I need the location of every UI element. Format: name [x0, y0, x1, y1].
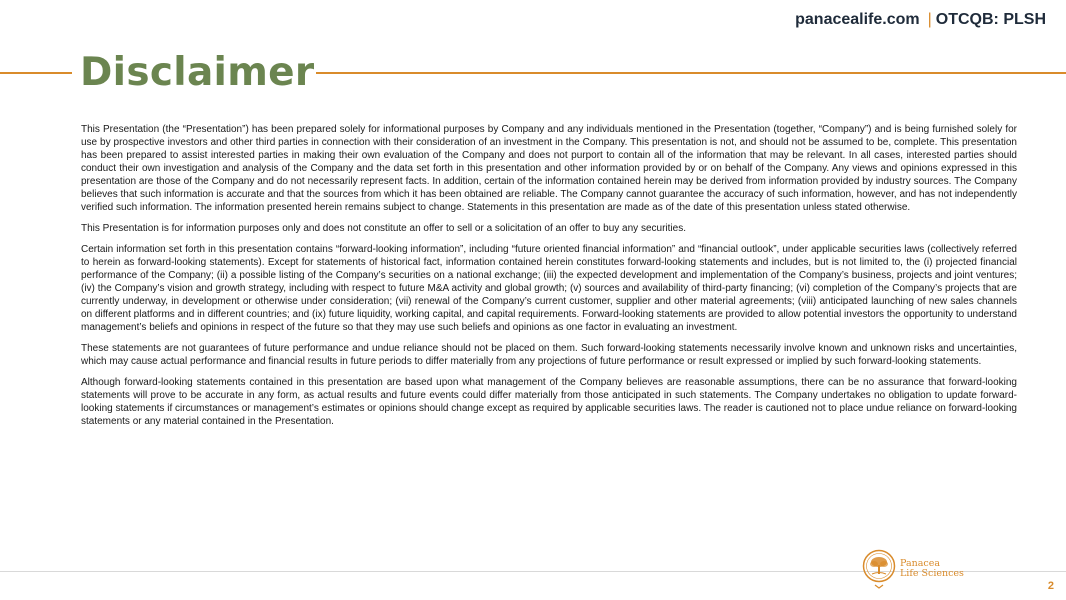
paragraph-2: This Presentation is for information purposes only and does not constitute an offer to sell or a solicitation of an offer to buy any securities. [81, 223, 686, 234]
website-link[interactable]: panacealife.com [795, 11, 920, 28]
page-title: Disclaimer [80, 50, 315, 95]
paragraph-4: These statements are not guarantees of future performance and undue reliance should not be placed on them. Such forward-looking statements necessarily involve known and unknown risks and uncertainties, which may cause actual performance and financial results in future periods to differ materially from any projections of future performance or result expressed or implied by such forward-looking statements. [81, 343, 1017, 367]
logo-wordmark [900, 559, 964, 579]
tree-logo-icon [862, 549, 896, 589]
page-number: 2 [1047, 580, 1054, 592]
title-rule-left [0, 72, 72, 74]
ticker-symbol: OTCQB: PLSH [935, 11, 1046, 28]
logo-line-1: Panacea [900, 558, 941, 569]
header-company-info [795, 11, 1046, 29]
logo-line-2: Life Sciences [900, 568, 964, 579]
paragraph-5: Although forward-looking statements contained in this presentation are based upon what management of the Company believes are reasonable assumptions, there can be no assurance that forward-looking statements will prove to be accurate in any form, as actual results and future events could differ materially from those anticipated in such statements. The Company undertakes no obligation to update forward-looking statements if circumstances or management’s estimates or opinions should change except as required by applicable securities laws. The reader is cautioned not to place undue reliance on forward-looking statements or any material contained in the Presentation. [81, 377, 1017, 427]
paragraph-3: Certain information set forth in this presentation contains “forward-looking information”, including “future oriented financial information” and “financial outlook”, under applicable securities laws (collectively referred to herein as forward-looking statements). Except for statements of historical fact, information contained herein constitutes forward-looking statements and includes, but is not limited to, the (i) projected financial performance of the Company; (ii) a possible listing of the Company’s securities on a national exchange; (iii) the expected development and implementation of the Company’s business, projects and joint ventures; (iv) the Company’s vision and growth strategy, including with respect to future M&A activity and global growth; (v) sources and availability of third-party financing; (vi) completion of the Company’s projects that are currently underway, in development or otherwise under consideration; (vii) renewal of the Company’s current customer, supplier and other material agreements; (viii) anticipated launching of new sales channels on different platforms and in different countries; and (ix) future liquidity, working capital, and capital requirements. Forward-looking statements are provided to allow potential investors the opportunity to understand management’s beliefs and opinions in respect of the future so that they may use such beliefs and opinions as one factor in evaluating an investment. [81, 244, 1017, 333]
paragraph-1: This Presentation (the “Presentation”) has been prepared solely for informational purposes by Company and any individuals mentioned in the Presentation (together, “Company”) and is being furnished solely for use by prospective investors and other third parties in connection with their consideration of an investment in the Company. This presentation is not, and should not be assumed to be, complete. This presentation has been prepared to assist interested parties in making their own evaluation of the Company and does not purport to contain all of the information that may be relevant. In all cases, interested parties should conduct their own investigation and analysis of the Company and the data set forth in this presentation and other information provided by or on behalf of the Company. Any views and opinions expressed in this presentation are those of the Company and do not necessarily represent facts. In addition, certain of the information contained herein may be derived from information provided by industry sources. The Company believes that such information is accurate and that the sources from which it has been obtained are reliable. The Company cannot guarantee the accuracy of such information, however, and has not independently verified such information. The information presented herein remains subject to change. Statements in this presentation are made as of the date of this presentation unless stated otherwise. [81, 124, 1017, 213]
company-logo [862, 549, 964, 589]
disclaimer-body [81, 123, 1017, 436]
title-rule-right [316, 72, 1066, 74]
header-separator: | [927, 11, 932, 28]
